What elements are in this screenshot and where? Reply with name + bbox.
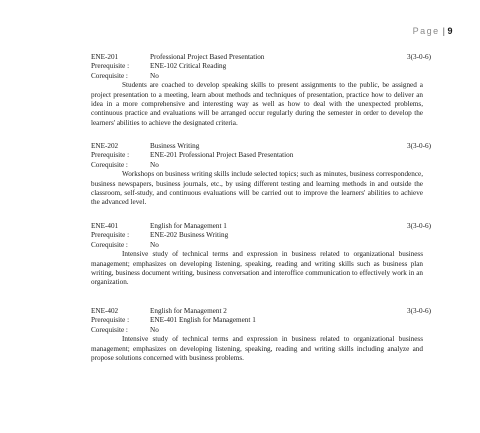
course-entry-ene-402 [91,307,431,363]
course-code: ENE-201 [91,53,119,61]
course-code: ENE-202 [91,142,119,150]
course-entry-ene-202 [91,142,431,208]
course-entry-ene-401 [91,222,431,288]
course-description: Intensive study of technical terms and expression in business related to organizational business management; emphasizes on developing listening, speaking, reading and writing skills such as business plan writing, business document writing, business conversation and interoffice communication to effectively work in an organization. [91,250,423,287]
course-entry-ene-201 [91,53,431,128]
course-title: Business Writing [150,142,200,150]
corequisite-label: Corequisite : [91,160,128,169]
prerequisite-label: Prerequisite : [91,62,130,71]
course-description: Students are coached to develop speaking skills to present assignments to the public, be assigned a project presentation to a meeting, learn about methods and techniques of presentation, practice how to deliver an idea in a more comprehensive and interesting way as well as how to deal with the unexpected problems, continuous practice and evaluations will be arranged occur regularly during the semester in order to develop the learners' abilities to achieve the designated criteria. [91,81,423,127]
prerequisite-value: ENE-202 Business Writing [150,231,229,240]
course-credits: 3(3-0-6) [407,53,431,61]
prerequisite-label: Prerequisite : [91,316,130,325]
corequisite-label: Corequisite : [91,71,128,80]
course-title: Professional Project Based Presentation [150,53,265,61]
page-separator: | [442,26,447,36]
corequisite-value: No [150,240,159,249]
prerequisite-label: Prerequisite : [91,231,130,240]
page-number: 9 [447,26,454,36]
prerequisite-value: ENE-201 Professional Project Based Presentation [150,151,294,160]
course-title: English for Management 2 [150,307,227,315]
prerequisite-value: ENE-401 English for Management 1 [150,316,256,325]
prerequisite-label: Prerequisite : [91,151,130,160]
course-code: ENE-402 [91,307,119,315]
corequisite-value: No [150,71,159,80]
prerequisite-value: ENE-102 Critical Reading [150,62,227,71]
corequisite-value: No [150,325,159,334]
course-title: English for Management 1 [150,222,227,230]
course-credits: 3(3-0-6) [407,142,431,150]
page-label: Page [412,26,440,36]
corequisite-label: Corequisite : [91,240,128,249]
course-credits: 3(3-0-6) [407,222,431,230]
corequisite-value: No [150,160,159,169]
course-description: Workshops on business writing skills include selected topics; such as minutes, business correspondence, business newspapers, business journals, etc., by using different testing and learning methods in and outside the classroom, self-study, and continuous evaluations will be carried out to improve the learners' abilities to achieve the advanced level. [91,170,423,207]
course-description: Intensive study of technical terms and expression in business related to organizational business management; emphasizes on developing listening, speaking, reading and writing skills including analyze and propose solutions concerned with business problems. [91,335,423,362]
page-header [413,26,454,36]
course-code: ENE-401 [91,222,119,230]
corequisite-label: Corequisite : [91,325,128,334]
course-credits: 3(3-0-6) [407,307,431,315]
